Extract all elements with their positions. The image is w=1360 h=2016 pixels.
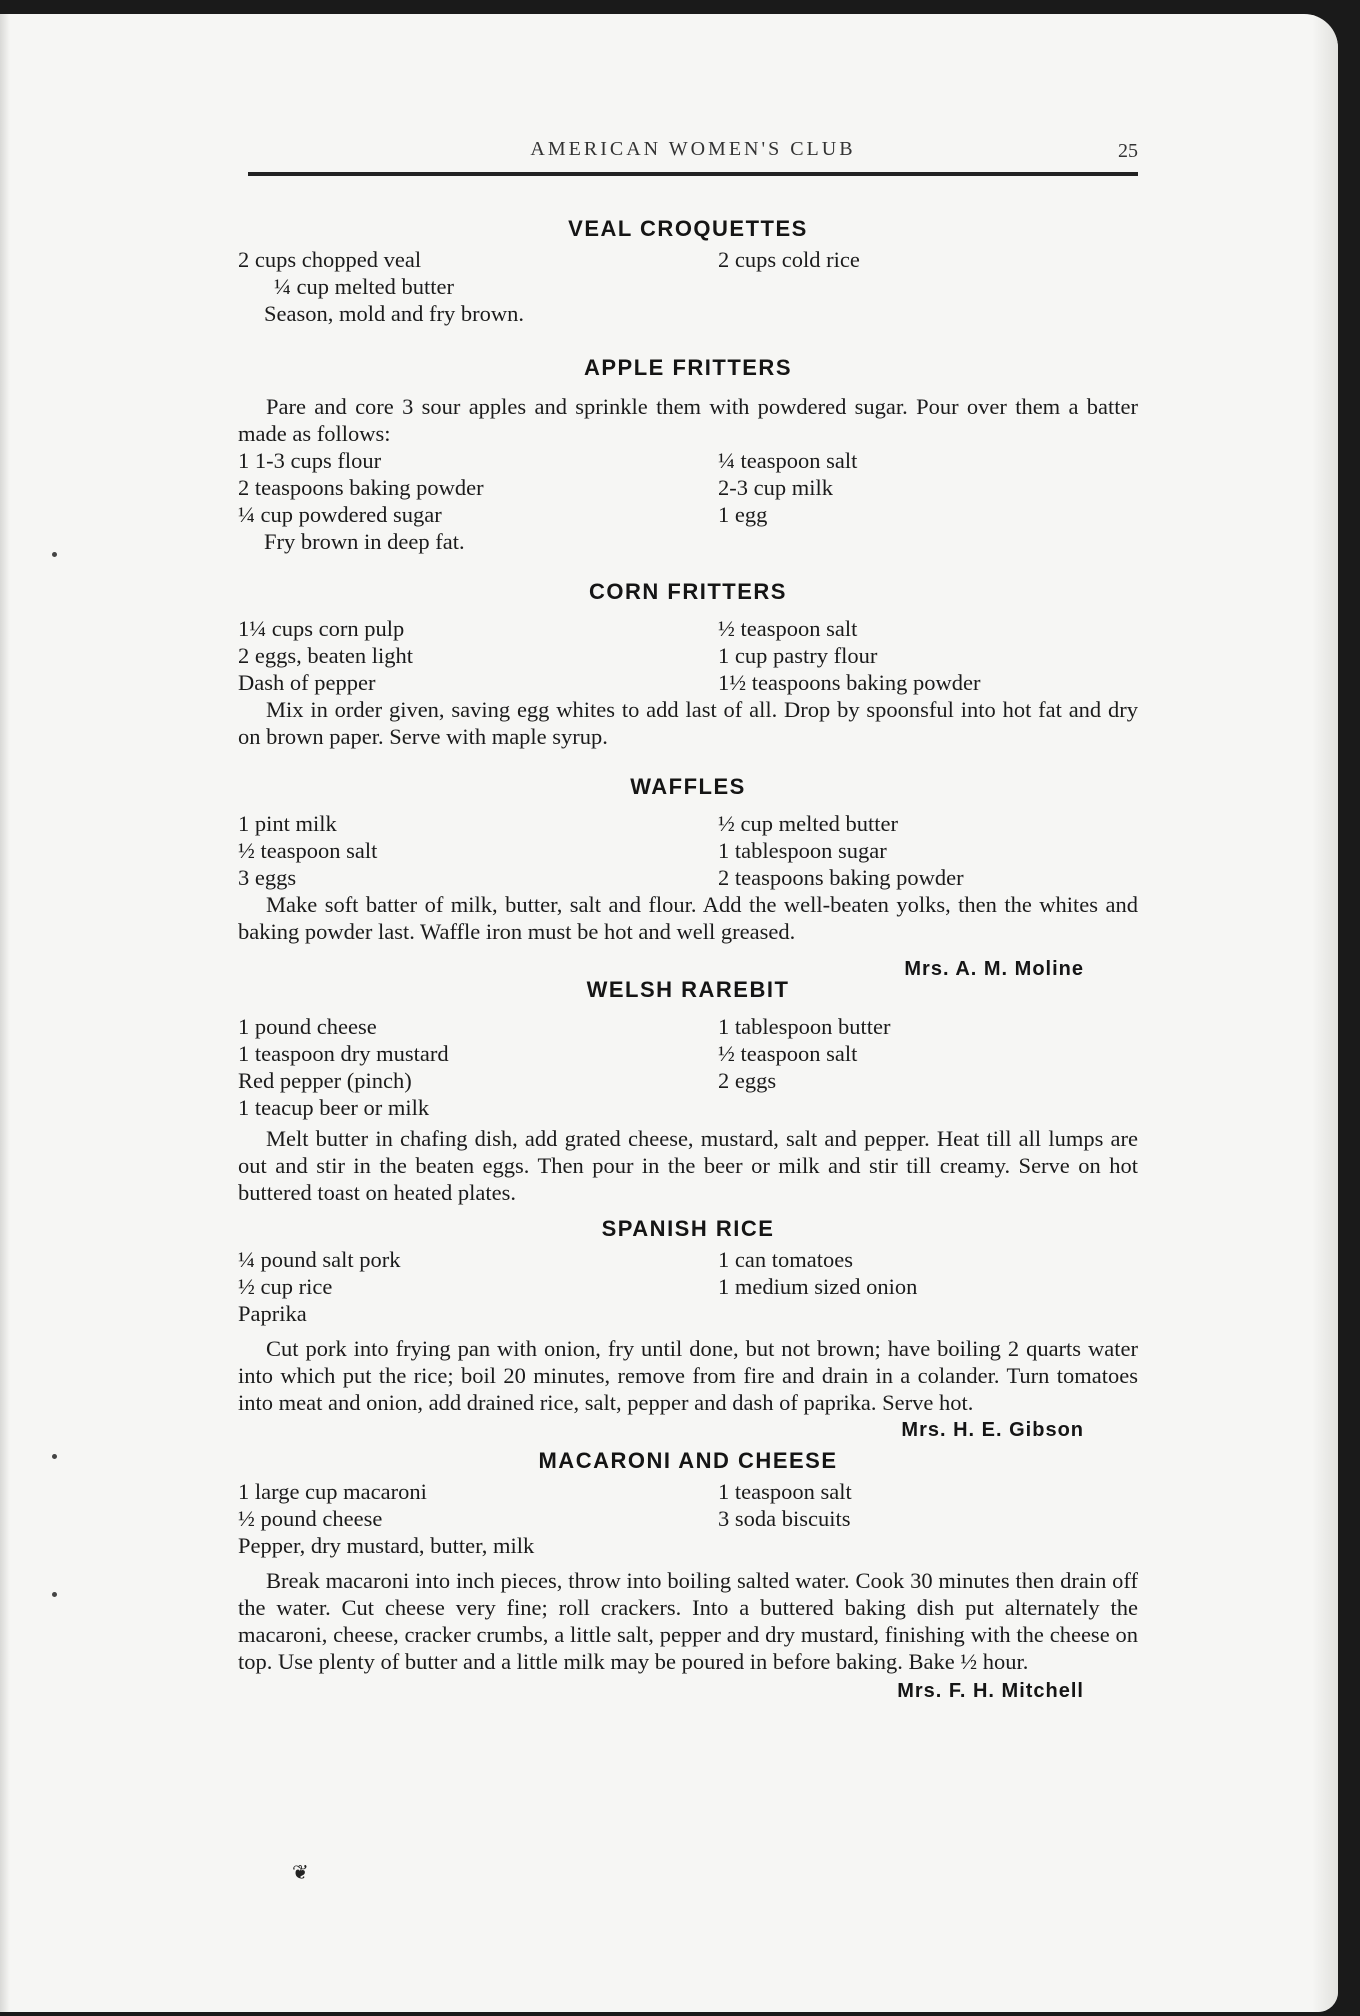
- ingredient: 2 teaspoons baking powder: [238, 475, 484, 500]
- recipe-attribution: Mrs. H. E. Gibson: [901, 1419, 1084, 1441]
- ingredient-column-left: [238, 615, 718, 696]
- ingredient: Paprika: [238, 1301, 307, 1326]
- recipe-directions: Cut pork into frying pan with onion, fry until done, but not brown; have boiling 2 quarts water into which put the rice; boil 20 minutes, remove from fire and drain in a colander. Turn tomatoes into meat and onion, add drained rice, salt, pepper and dash of paprika. Serve hot.: [238, 1336, 1138, 1415]
- instruction-line: Fry brown in deep fat.: [264, 529, 465, 554]
- recipe-title: SPANISH RICE: [601, 1216, 775, 1241]
- ingredient: 1 can tomatoes: [718, 1247, 853, 1272]
- ingredient: 1 teacup beer or milk: [238, 1095, 430, 1120]
- ingredient-column-right: [718, 615, 1138, 696]
- ingredient: ½ teaspoon salt: [238, 838, 378, 863]
- ingredient: ¼ cup melted butter: [274, 274, 454, 299]
- ingredient: ¼ teaspoon salt: [718, 448, 858, 473]
- recipe-apple-fritters: [238, 353, 1138, 555]
- recipe-welsh-rarebit: [238, 975, 1138, 1206]
- book-page: [0, 14, 1338, 2012]
- ingredient-list: [238, 615, 1138, 696]
- ingredient: 1 teaspoon dry mustard: [238, 1041, 449, 1066]
- recipe-intro: Pare and core 3 sour apples and sprinkle them with powdered sugar. Pour over them a batter made as follows:: [238, 394, 1138, 446]
- recipe-title: MACARONI AND CHEESE: [538, 1448, 838, 1473]
- recipe-title: WAFFLES: [630, 774, 746, 799]
- ingredient-column-right: [718, 810, 1138, 891]
- page-edge-shadow: [1312, 14, 1338, 2012]
- ingredient-column-right: [718, 447, 1138, 555]
- recipe-directions: Make soft batter of milk, butter, salt and flour. Add the well-beaten yolks, then the whites and baking powder last. Waffle iron must be hot and well greased.: [238, 892, 1138, 944]
- ingredient-list: [238, 1013, 1138, 1121]
- recipe-veal-croquettes: [238, 214, 1138, 327]
- ingredient: Dash of pepper: [238, 670, 376, 695]
- running-head-title: AMERICAN WOMEN'S CLUB: [530, 138, 856, 160]
- recipe-title: VEAL CROQUETTES: [568, 216, 808, 241]
- ingredient-column-left: [238, 447, 718, 555]
- page-number: 25: [1118, 140, 1138, 162]
- ingredient: 3 soda biscuits: [718, 1506, 851, 1531]
- margin-dot: [52, 1592, 57, 1597]
- header-rule: [248, 172, 1138, 176]
- ingredient: 2 cups cold rice: [718, 247, 860, 272]
- ingredient: 1¼ cups corn pulp: [238, 616, 405, 641]
- ingredient-column-left: [238, 246, 718, 327]
- recipe-macaroni-and-cheese: [238, 1446, 1138, 1705]
- ingredient: ½ pound cheese: [238, 1506, 383, 1531]
- ingredient: ½ teaspoon salt: [718, 1041, 858, 1066]
- ingredient-column-left: [238, 1246, 718, 1327]
- ingredient-list: [238, 1246, 1138, 1327]
- ingredient: ¼ pound salt pork: [238, 1247, 401, 1272]
- ingredient-column-left: [238, 1478, 718, 1559]
- ingredient: 1 medium sized onion: [718, 1274, 918, 1299]
- ingredient: 3 eggs: [238, 865, 297, 890]
- recipe-spanish-rice: [238, 1214, 1138, 1444]
- ingredient: 1 1-3 cups flour: [238, 448, 382, 473]
- ingredient: 2-3 cup milk: [718, 475, 833, 500]
- ingredient-column-left: [238, 810, 718, 891]
- instruction-line: Season, mold and fry brown.: [264, 301, 524, 326]
- ingredient: 1 tablespoon butter: [718, 1014, 891, 1039]
- recipe-title: APPLE FRITTERS: [583, 355, 792, 380]
- ingredient: ½ cup melted butter: [718, 811, 898, 836]
- ingredient-column-right: [718, 1013, 1138, 1121]
- recipe-waffles: [238, 772, 1138, 983]
- ingredient: ½ teaspoon salt: [718, 616, 858, 641]
- margin-dot: [52, 552, 57, 557]
- recipe-directions: Mix in order given, saving egg whites to add last of all. Drop by spoonsful into hot fat and dry on brown paper. Serve with maple syrup.: [238, 697, 1138, 749]
- ingredient: 1 pound cheese: [238, 1014, 377, 1039]
- ingredient-list: [238, 447, 1138, 555]
- ingredient: 2 teaspoons baking powder: [718, 865, 964, 890]
- recipe-directions: Melt butter in chafing dish, add grated cheese, mustard, salt and pepper. Heat till all lumps are out and stir in the beaten eggs. Then pour in the beer or milk and stir till creamy. Serve on hot buttered toast on heated plates.: [238, 1126, 1138, 1205]
- recipe-title: CORN FRITTERS: [589, 579, 787, 604]
- recipe-corn-fritters: [238, 577, 1138, 750]
- recipe-title: WELSH RAREBIT: [586, 977, 790, 1002]
- ingredient: Red pepper (pinch): [238, 1068, 412, 1093]
- recipe-content: [238, 214, 1138, 1705]
- recipe-attribution: Mrs. A. M. Moline: [904, 958, 1084, 980]
- ingredient: 1 tablespoon sugar: [718, 838, 887, 863]
- ingredient-column-right: [718, 1478, 1138, 1559]
- ingredient: 1 large cup macaroni: [238, 1479, 427, 1504]
- ingredient: 1 egg: [718, 502, 768, 527]
- printer-ornament-icon: ❦: [292, 1862, 309, 1884]
- margin-dot: [52, 1454, 57, 1459]
- ingredient-column-right: [718, 246, 1138, 327]
- recipe-directions: Break macaroni into inch pieces, throw into boiling salted water. Cook 30 minutes then drain off the water. Cut cheese very fine; roll crackers. Into a buttered baking dish put alternately the macaroni, cheese, cracker crumbs, a little salt, pepper and dry mustard, finishing with the cheese on top. Use plenty of butter and a little milk may be poured in before baking. Bake ½ hour.: [238, 1568, 1138, 1674]
- ingredient-list: [238, 1478, 1138, 1559]
- ingredient-list: [238, 810, 1138, 891]
- ingredient: 1 teaspoon salt: [718, 1479, 852, 1504]
- ingredient: 2 cups chopped veal: [238, 247, 422, 272]
- ingredient: 2 eggs, beaten light: [238, 643, 413, 668]
- running-head: [248, 126, 1138, 166]
- ingredient-list: [238, 246, 1138, 327]
- ingredient: 1 cup pastry flour: [718, 643, 878, 668]
- page-spine-shadow: [0, 14, 10, 2012]
- ingredient: 1 pint milk: [238, 811, 337, 836]
- recipe-attribution: Mrs. F. H. Mitchell: [897, 1680, 1084, 1702]
- ingredient: ¼ cup powdered sugar: [238, 502, 442, 527]
- ingredient: Pepper, dry mustard, butter, milk: [238, 1533, 535, 1558]
- ingredient-column-left: [238, 1013, 718, 1121]
- ingredient: 1½ teaspoons baking powder: [718, 670, 981, 695]
- ingredient-column-right: [718, 1246, 1138, 1327]
- ingredient: ½ cup rice: [238, 1274, 333, 1299]
- ingredient: 2 eggs: [718, 1068, 777, 1093]
